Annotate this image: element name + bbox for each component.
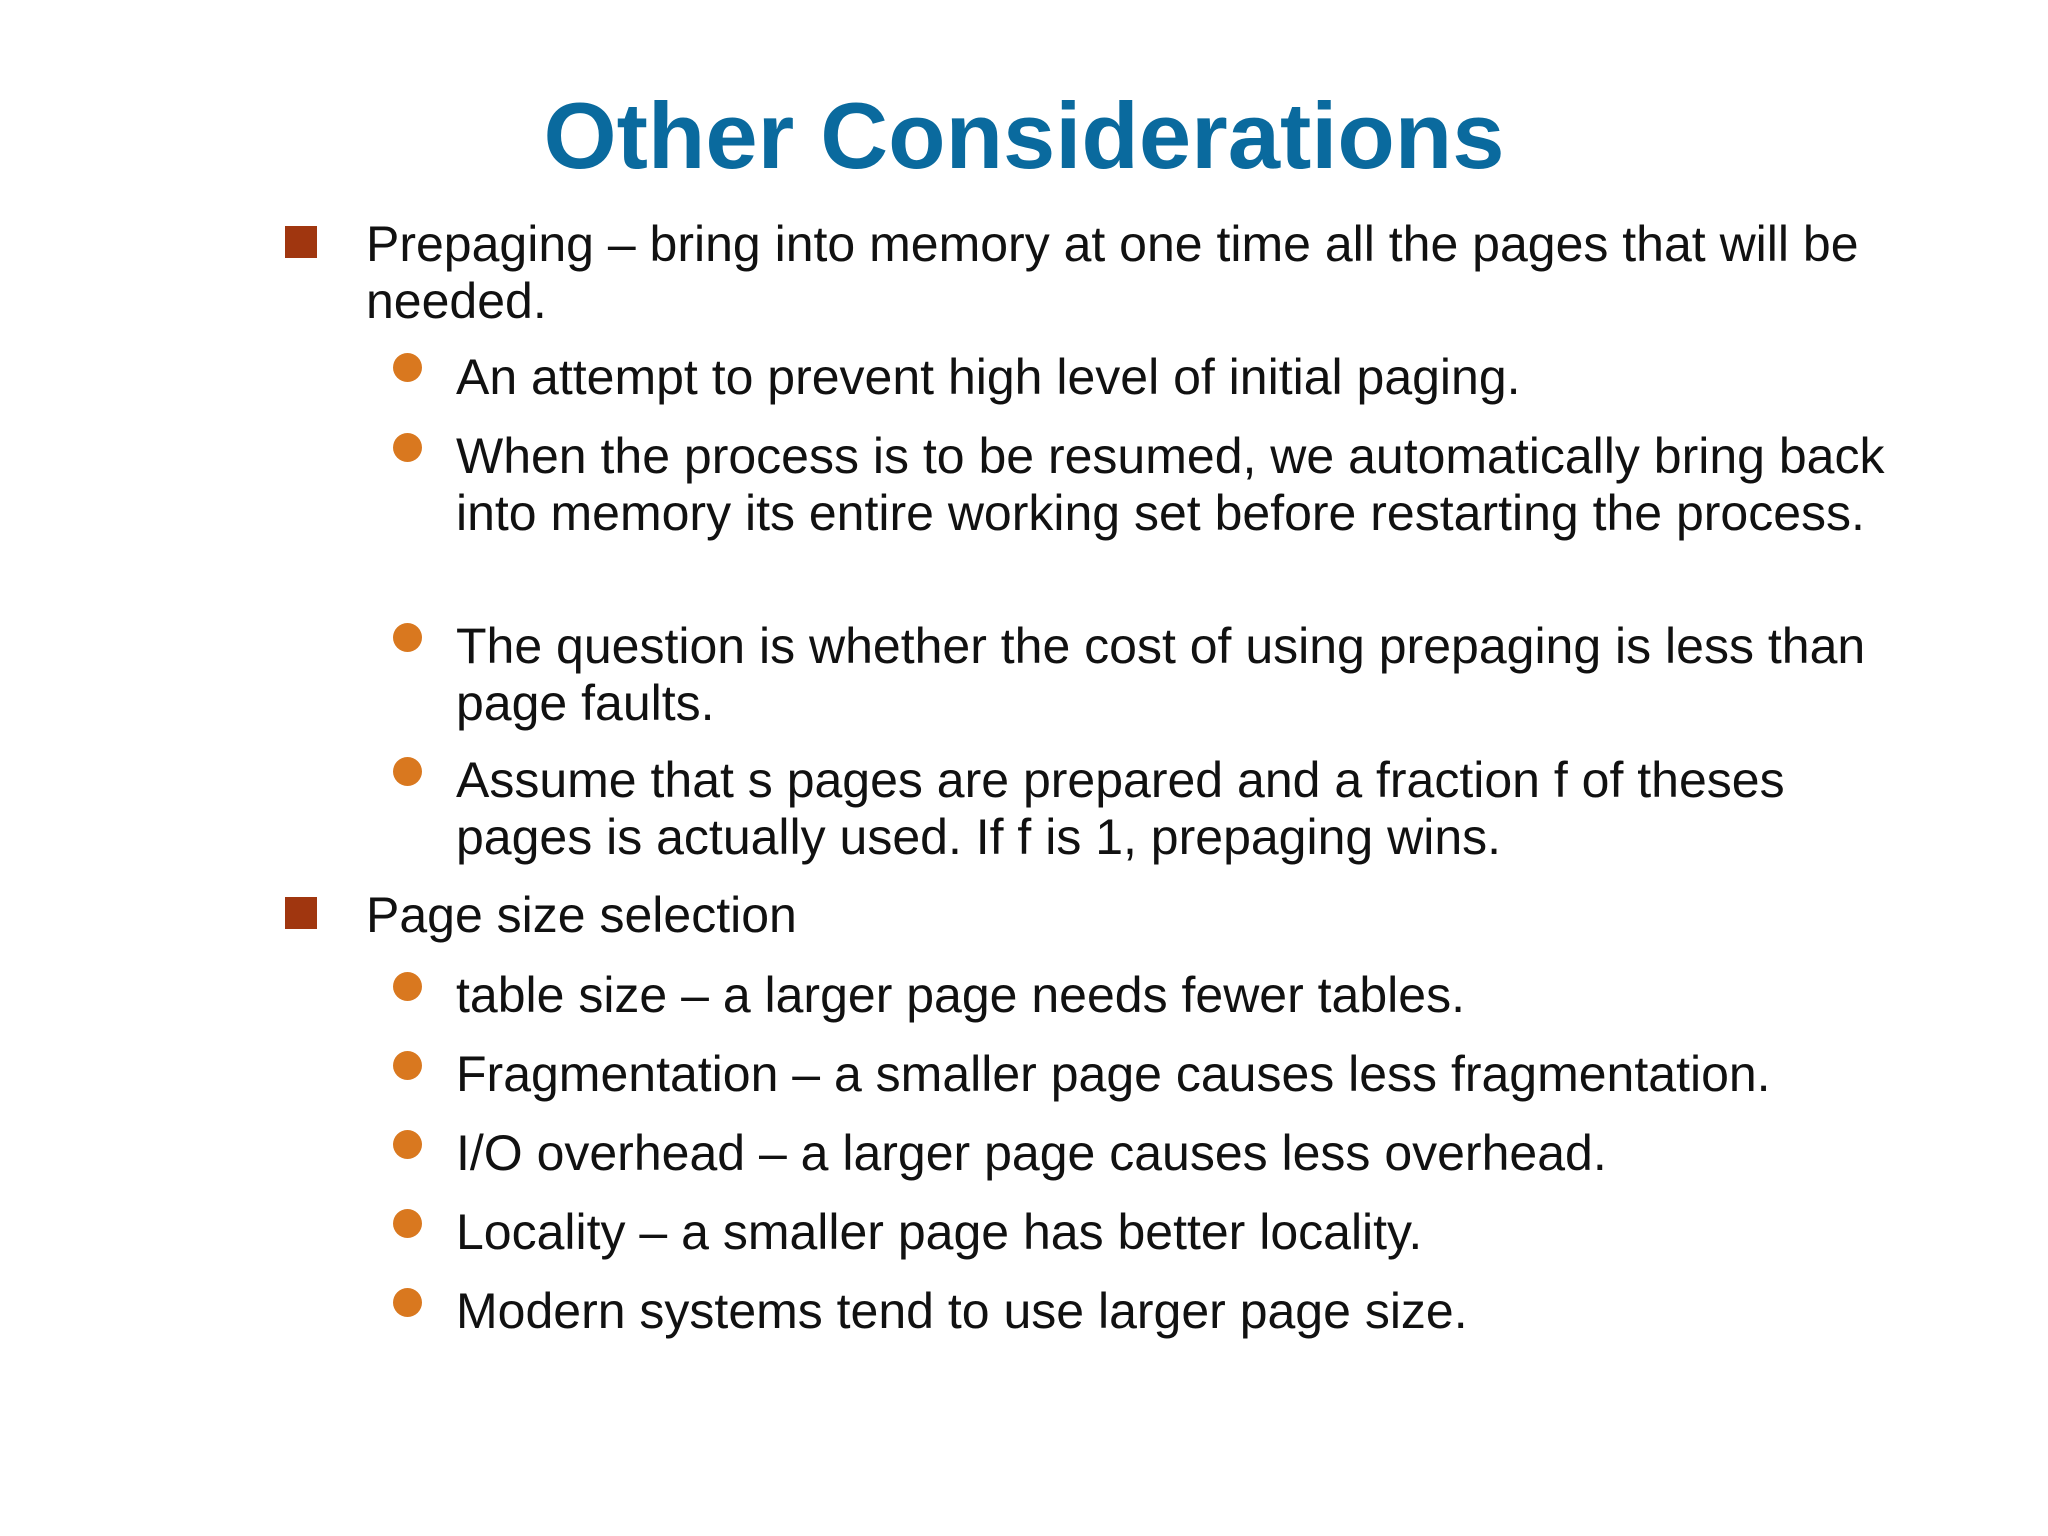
- round-bullet-icon: [393, 1051, 422, 1080]
- round-bullet-icon: [393, 433, 422, 462]
- round-bullet-icon: [393, 1130, 422, 1159]
- slide-title: Other Considerations: [543, 83, 1505, 188]
- sub-bullet-item: An attempt to prevent high level of initial paging.: [456, 349, 1521, 405]
- bullet-item-prepaging: Prepaging – bring into memory at one time all the pages that will be needed.: [366, 216, 1859, 329]
- bullet-item-page-size: Page size selection: [366, 887, 797, 943]
- round-bullet-icon: [393, 623, 422, 652]
- sub-bullet-item: The question is whether the cost of using prepaging is less than page faults.: [456, 618, 1866, 731]
- sub-bullet-item: table size – a larger page needs fewer tables.: [456, 967, 1465, 1023]
- sub-bullet-item: Assume that s pages are prepared and a fraction f of theses pages is actually used. If f is 1, prepaging wins.: [456, 752, 1785, 865]
- square-bullet-icon: [285, 897, 317, 929]
- round-bullet-icon: [393, 972, 422, 1001]
- square-bullet-icon: [285, 226, 317, 258]
- sub-bullet-item: Modern systems tend to use larger page size.: [456, 1283, 1468, 1339]
- round-bullet-icon: [393, 1209, 422, 1238]
- round-bullet-icon: [393, 757, 422, 786]
- round-bullet-icon: [393, 353, 422, 382]
- sub-bullet-item: When the process is to be resumed, we automatically bring back into memory its entire working set before restarting the process.: [456, 428, 1885, 541]
- sub-bullet-item: Fragmentation – a smaller page causes less fragmentation.: [456, 1046, 1771, 1102]
- round-bullet-icon: [393, 1288, 422, 1317]
- sub-bullet-item: I/O overhead – a larger page causes less overhead.: [456, 1125, 1607, 1181]
- sub-bullet-item: Locality – a smaller page has better locality.: [456, 1204, 1423, 1260]
